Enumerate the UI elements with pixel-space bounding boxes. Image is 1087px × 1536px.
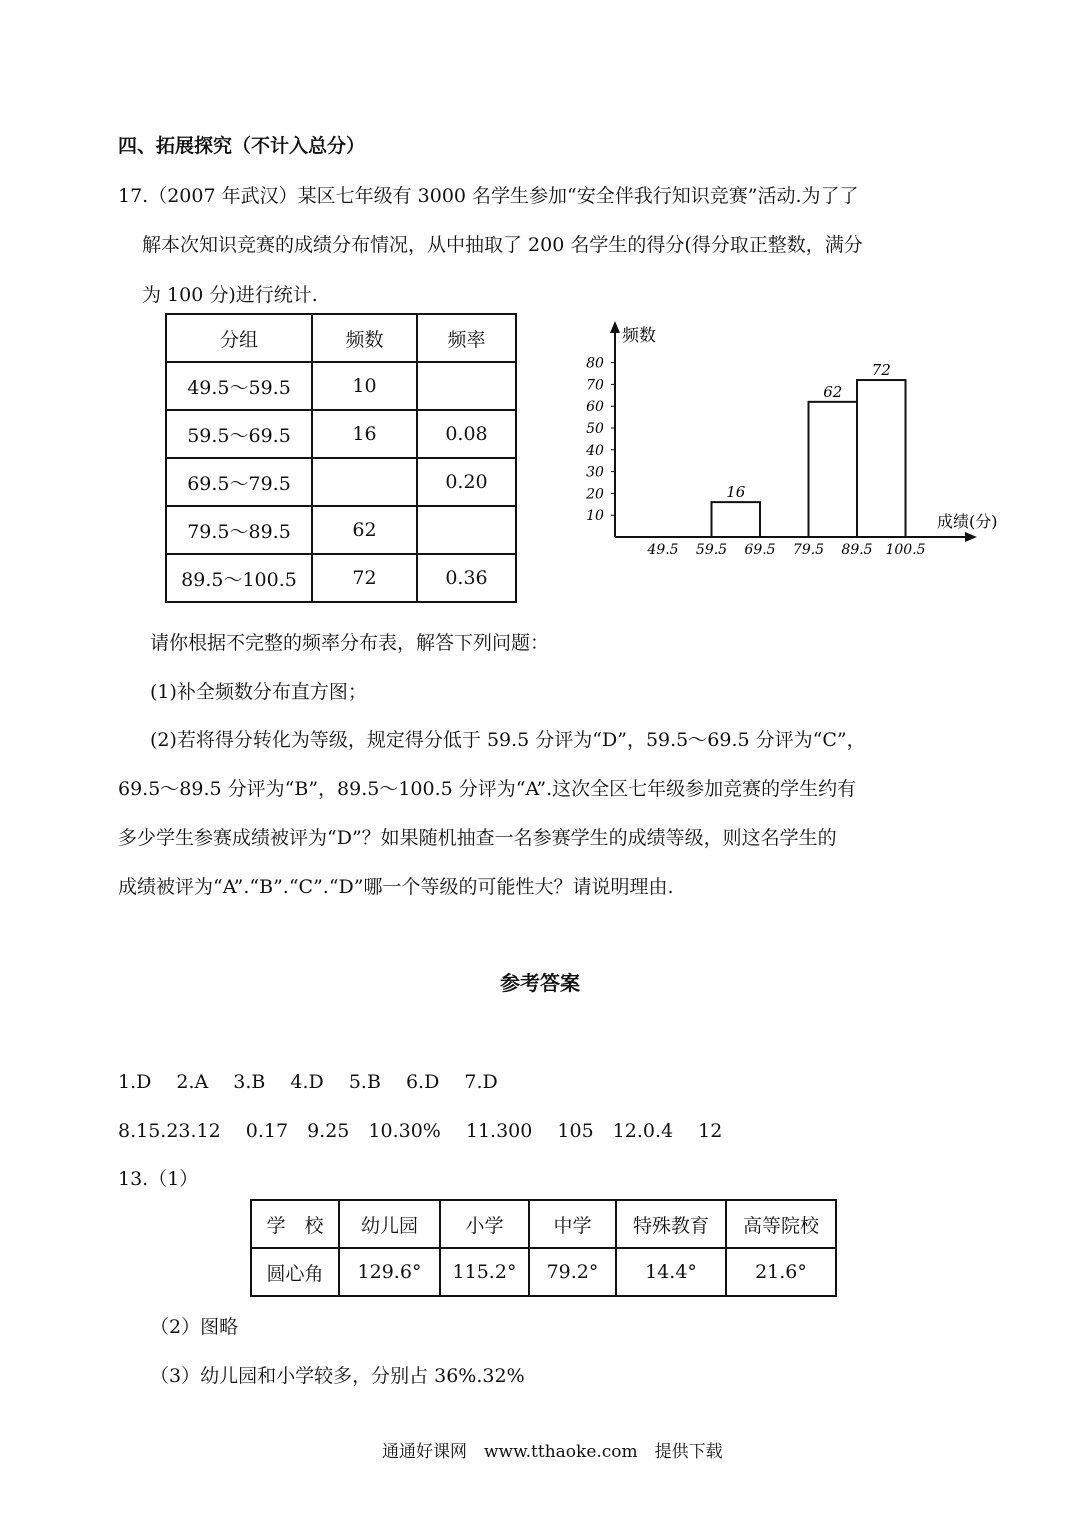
table-row: [166, 410, 516, 458]
table-row: [166, 554, 516, 602]
table-row: [251, 1200, 836, 1248]
table-cell: 62: [312, 506, 417, 554]
question-part-2-line3: 多少学生参赛成绩被评为“D”？如果随机抽查一名参赛学生的成绩等级，则这名学生的: [118, 827, 837, 849]
frequency-table: [165, 313, 517, 603]
x-tick-label: 69.5: [744, 542, 776, 558]
x-axis-label: 成绩(分): [937, 512, 998, 531]
question-part-2-line4: 成绩被评为“A”.“B”.“C”.“D”哪一个等级的可能性大？请说明理由.: [118, 876, 674, 898]
x-axis-arrow: [965, 532, 977, 542]
page-footer: 通通好课网 www.tthaoke.com 提供下载: [382, 1442, 723, 1462]
table-row: [166, 506, 516, 554]
y-tick-label: 10: [586, 508, 604, 525]
table-cell: 72: [312, 554, 417, 602]
histogram-bar: [809, 402, 858, 537]
x-tick-label: 89.5: [841, 542, 873, 558]
table-cell: 59.5～69.5: [166, 410, 312, 458]
instructions-text: 请你根据不完整的频率分布表，解答下列问题：: [150, 632, 550, 654]
x-tick-label: 79.5: [792, 542, 825, 558]
x-tick-label: 100.5: [885, 542, 926, 558]
answers-line1: 1.D 2.A 3.B 4.D 5.B 6.D 7.D: [118, 1071, 498, 1093]
table-cell: 0.20: [417, 458, 516, 506]
y-tick-label: 60: [586, 399, 604, 416]
question-part-1: (1)补全频数分布直方图；: [150, 681, 367, 703]
y-tick-label: 70: [586, 377, 604, 394]
answers-line3: 13.（1）: [118, 1168, 199, 1190]
central-angle-table: [250, 1199, 837, 1297]
table-cell: 129.6°: [339, 1248, 440, 1296]
bar-value-label: 16: [726, 483, 746, 502]
table-cell: 特殊教育: [616, 1200, 726, 1248]
question-part-2-line2: 69.5～89.5 分评为“B”，89.5～100.5 分评为“A”.这次全区七年级参加竞赛的学生约有: [118, 778, 857, 800]
question-17-line1: 17.（2007 年武汉）某区七年级有 3000 名学生参加“安全伴我行知识竞赛”活动.为了了: [118, 185, 859, 207]
header-count: 频数: [312, 314, 417, 362]
table-cell: 0.08: [417, 410, 516, 458]
answer-part-3: （3）幼儿园和小学较多，分别占 36%.32%: [150, 1365, 525, 1387]
table-cell: 14.4°: [616, 1248, 726, 1296]
table-cell: 49.5～59.5: [166, 362, 312, 410]
section-title: 四、拓展探究（不计入总分）: [118, 135, 366, 157]
histogram-bar: [712, 502, 761, 537]
bar-value-label: 62: [823, 382, 843, 401]
question-17-line3: 为 100 分)进行统计.: [142, 284, 318, 306]
table-cell: 79.2°: [529, 1248, 616, 1296]
table-cell: 79.5～89.5: [166, 506, 312, 554]
table-cell: 89.5～100.5: [166, 554, 312, 602]
y-axis-label: 频数: [622, 326, 656, 346]
table-cell: [312, 458, 417, 506]
table-cell: 小学: [440, 1200, 529, 1248]
table-cell: 69.5～79.5: [166, 458, 312, 506]
y-axis-arrow: [610, 321, 620, 333]
answers-title: 参考答案: [500, 971, 580, 995]
header-group: 分组: [166, 314, 312, 362]
table-row: [166, 458, 516, 506]
table-cell: 学 校: [251, 1200, 339, 1248]
table-cell: 幼儿园: [339, 1200, 440, 1248]
bar-value-label: 72: [871, 361, 891, 380]
y-tick-label: 50: [586, 421, 604, 437]
y-tick-label: 40: [586, 442, 604, 459]
question-17-line2: 解本次知识竞赛的成绩分布情况，从中抽取了 200 名学生的得分(得分取正整数，满分: [142, 234, 863, 256]
question-part-2-line1: (2)若将得分转化为等级，规定得分低于 59.5 分评为“D”，59.5～69.5 分评为“C”，: [150, 729, 866, 751]
table-cell: 21.6°: [726, 1248, 836, 1296]
answer-part-2: （2）图略: [150, 1316, 239, 1338]
table-cell: 高等院校: [726, 1200, 836, 1248]
x-tick-label: 59.5: [695, 542, 728, 558]
table-cell: [417, 506, 516, 554]
answers-line2: 8.15.23.12 0.17 9.25 10.30% 11.300 105 12.0.4 12: [118, 1120, 723, 1142]
table-row: [166, 362, 516, 410]
y-tick-label: 30: [586, 464, 604, 481]
table-cell: 0.36: [417, 554, 516, 602]
y-tick-label: 20: [586, 486, 604, 503]
table-cell: 16: [312, 410, 417, 458]
table-cell: 中学: [529, 1200, 616, 1248]
histogram-bar: [857, 380, 906, 537]
table-cell: [417, 362, 516, 410]
y-tick-label: 80: [586, 355, 604, 372]
table-row: [251, 1248, 836, 1296]
table-cell: 115.2°: [440, 1248, 529, 1296]
table-cell: 10: [312, 362, 417, 410]
table-cell: 圆心角: [251, 1248, 339, 1296]
table-header-row: [166, 314, 516, 362]
header-rate: 频率: [417, 314, 516, 362]
x-tick-label: 49.5: [647, 542, 679, 558]
frequency-histogram: [585, 315, 1015, 565]
